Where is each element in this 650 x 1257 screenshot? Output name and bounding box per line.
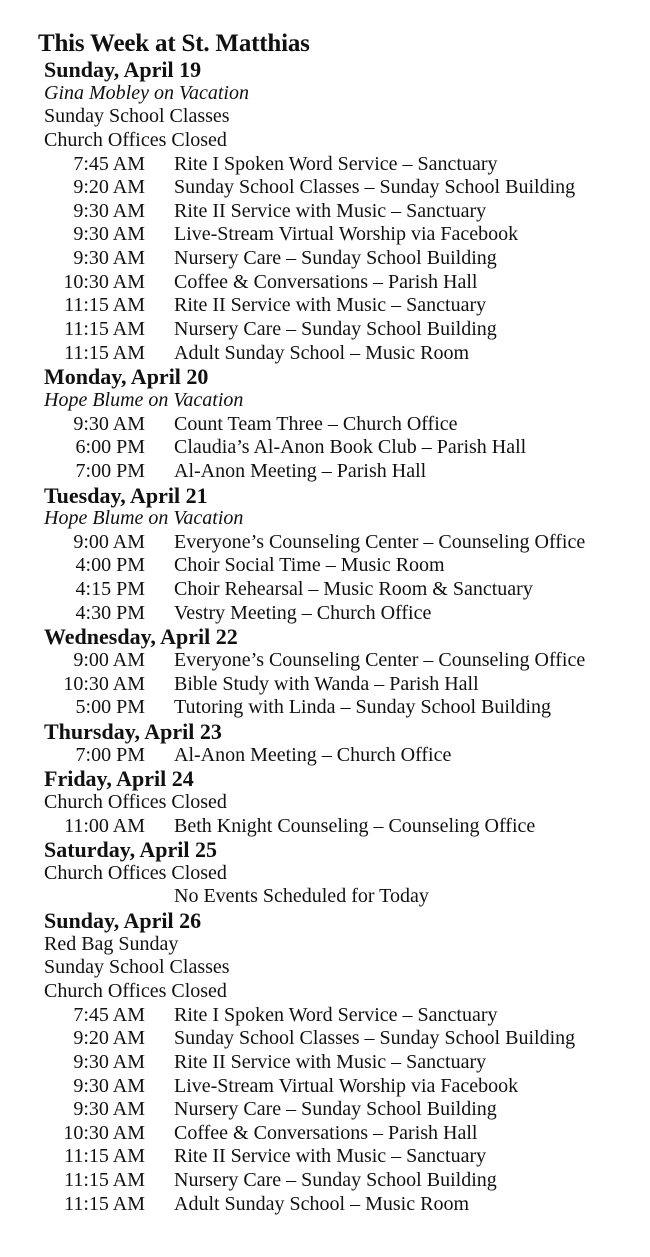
day-note: Gina Mobley on Vacation — [44, 81, 249, 104]
day-section — [0, 909, 650, 1216]
event-row — [0, 436, 650, 460]
event-description: Sunday School Classes – Sunday School Building — [174, 176, 576, 199]
event-row — [0, 413, 650, 437]
event-row — [0, 1122, 650, 1146]
day-heading: Friday, April 24 — [44, 766, 194, 792]
event-row — [0, 554, 650, 578]
event-description: Live-Stream Virtual Worship via Facebook — [174, 223, 519, 246]
event-time: 11:00 AM — [64, 814, 145, 837]
event-description: Rite I Spoken Word Service – Sanctuary — [174, 1003, 498, 1026]
event-description: Rite II Service with Music – Sanctuary — [174, 294, 487, 317]
day-note: Sunday School Classes — [44, 105, 230, 128]
event-row — [0, 1075, 650, 1099]
event-description: Everyone’s Counseling Center – Counseling Office — [174, 530, 586, 553]
event-row — [0, 1098, 650, 1122]
event-time: 9:20 AM — [73, 176, 145, 199]
event-row — [0, 271, 650, 295]
event-row — [0, 1051, 650, 1075]
event-time: 4:00 PM — [75, 554, 145, 577]
event-row — [0, 200, 650, 224]
event-description: Count Team Three – Church Office — [174, 412, 458, 435]
event-time: 9:30 AM — [73, 1074, 145, 1097]
day-section — [0, 720, 650, 767]
event-row — [0, 294, 650, 318]
day-heading: Monday, April 20 — [44, 364, 209, 390]
event-row — [0, 1004, 650, 1028]
event-time: 9:30 AM — [73, 1098, 145, 1121]
event-time: 11:15 AM — [64, 1145, 145, 1168]
event-row — [0, 696, 650, 720]
event-description: Nursery Care – Sunday School Building — [174, 318, 497, 341]
day-note: Sunday School Classes — [44, 956, 230, 979]
event-description: Vestry Meeting – Church Office — [174, 601, 432, 624]
event-description: Coffee & Conversations – Parish Hall — [174, 270, 478, 293]
event-time: 9:30 AM — [73, 247, 145, 270]
event-row — [0, 1169, 650, 1193]
event-time: 11:15 AM — [64, 341, 145, 364]
event-description: Sunday School Classes – Sunday School Building — [174, 1027, 576, 1050]
event-description: Choir Rehearsal – Music Room & Sanctuary — [174, 578, 533, 601]
event-description: Claudia’s Al-Anon Book Club – Parish Hall — [174, 436, 527, 459]
event-time: 4:30 PM — [75, 601, 145, 624]
event-description: Rite II Service with Music – Sanctuary — [174, 1050, 487, 1073]
event-description: Bible Study with Wanda – Parish Hall — [174, 672, 479, 695]
event-description: Coffee & Conversations – Parish Hall — [174, 1121, 478, 1144]
event-description: Al-Anon Meeting – Church Office — [174, 743, 452, 766]
day-heading: Sunday, April 19 — [44, 57, 202, 82]
event-time: 9:30 AM — [73, 199, 145, 222]
event-description: Al-Anon Meeting – Parish Hall — [174, 459, 427, 482]
day-section — [0, 838, 650, 909]
event-description: No Events Scheduled for Today — [174, 885, 429, 908]
event-description: Adult Sunday School – Music Room — [174, 341, 470, 364]
day-section — [0, 58, 650, 365]
page-title: This Week at St. Matthias — [38, 30, 310, 57]
event-time: 9:30 AM — [73, 1050, 145, 1073]
event-row — [0, 578, 650, 602]
event-time: 9:30 AM — [73, 412, 145, 435]
event-time: 7:00 PM — [75, 459, 145, 482]
event-description: Rite II Service with Music – Sanctuary — [174, 1145, 487, 1168]
day-heading: Tuesday, April 21 — [44, 482, 208, 508]
day-note: Church Offices Closed — [44, 861, 227, 884]
event-description: Nursery Care – Sunday School Building — [174, 1169, 497, 1192]
event-time: 10:30 AM — [63, 672, 145, 695]
event-time: 10:30 AM — [63, 270, 145, 293]
event-description: Rite I Spoken Word Service – Sanctuary — [174, 152, 498, 175]
day-note: Church Offices Closed — [44, 790, 227, 813]
event-time: 7:45 AM — [73, 1003, 145, 1026]
day-heading: Wednesday, April 22 — [44, 624, 238, 650]
day-heading: Thursday, April 23 — [44, 718, 222, 744]
event-description: Everyone’s Counseling Center – Counseling Office — [174, 649, 586, 672]
event-row — [0, 342, 650, 366]
event-row — [0, 1145, 650, 1169]
event-description: Rite II Service with Music – Sanctuary — [174, 199, 487, 222]
event-row — [0, 1193, 650, 1217]
event-time: 9:20 AM — [73, 1027, 145, 1050]
event-row — [0, 460, 650, 484]
event-time: 11:15 AM — [64, 318, 145, 341]
day-section — [0, 484, 650, 626]
event-row — [0, 223, 650, 247]
event-time: 6:00 PM — [75, 436, 145, 459]
event-description: Nursery Care – Sunday School Building — [174, 1098, 497, 1121]
day-heading: Sunday, April 26 — [44, 908, 202, 934]
event-time: 4:15 PM — [75, 578, 145, 601]
event-row — [0, 176, 650, 200]
schedule-document — [0, 28, 650, 1216]
event-time: 11:15 AM — [64, 294, 145, 317]
day-section — [0, 767, 650, 838]
schedule-days — [0, 58, 650, 1216]
event-row — [0, 885, 650, 909]
event-time: 5:00 PM — [75, 696, 145, 719]
event-time: 10:30 AM — [63, 1121, 145, 1144]
day-note: Hope Blume on Vacation — [44, 388, 244, 411]
event-row — [0, 247, 650, 271]
event-row — [0, 1027, 650, 1051]
event-row — [0, 815, 650, 839]
day-note: Hope Blume on Vacation — [44, 507, 244, 530]
event-time: 9:00 AM — [73, 530, 145, 553]
event-row — [0, 649, 650, 673]
day-note: Red Bag Sunday — [44, 932, 179, 955]
event-row — [0, 153, 650, 177]
event-description: Nursery Care – Sunday School Building — [174, 247, 497, 270]
event-description: Live-Stream Virtual Worship via Facebook — [174, 1074, 519, 1097]
event-description: Tutoring with Linda – Sunday School Building — [174, 696, 552, 719]
event-description: Beth Knight Counseling – Counseling Office — [174, 814, 536, 837]
day-note: Church Offices Closed — [44, 979, 227, 1002]
day-section — [0, 625, 650, 720]
event-description: Choir Social Time – Music Room — [174, 554, 445, 577]
day-note: Church Offices Closed — [44, 128, 227, 151]
event-row — [0, 531, 650, 555]
event-row — [0, 318, 650, 342]
day-heading: Saturday, April 25 — [44, 837, 217, 863]
event-time: 9:30 AM — [73, 223, 145, 246]
event-time: 9:00 AM — [73, 649, 145, 672]
event-time: 11:15 AM — [64, 1169, 145, 1192]
event-time: 7:45 AM — [73, 152, 145, 175]
event-row — [0, 744, 650, 768]
event-description: Adult Sunday School – Music Room — [174, 1192, 470, 1215]
day-section — [0, 365, 650, 483]
event-row — [0, 673, 650, 697]
event-time: 11:15 AM — [64, 1192, 145, 1215]
event-row — [0, 602, 650, 626]
event-time: 7:00 PM — [75, 743, 145, 766]
